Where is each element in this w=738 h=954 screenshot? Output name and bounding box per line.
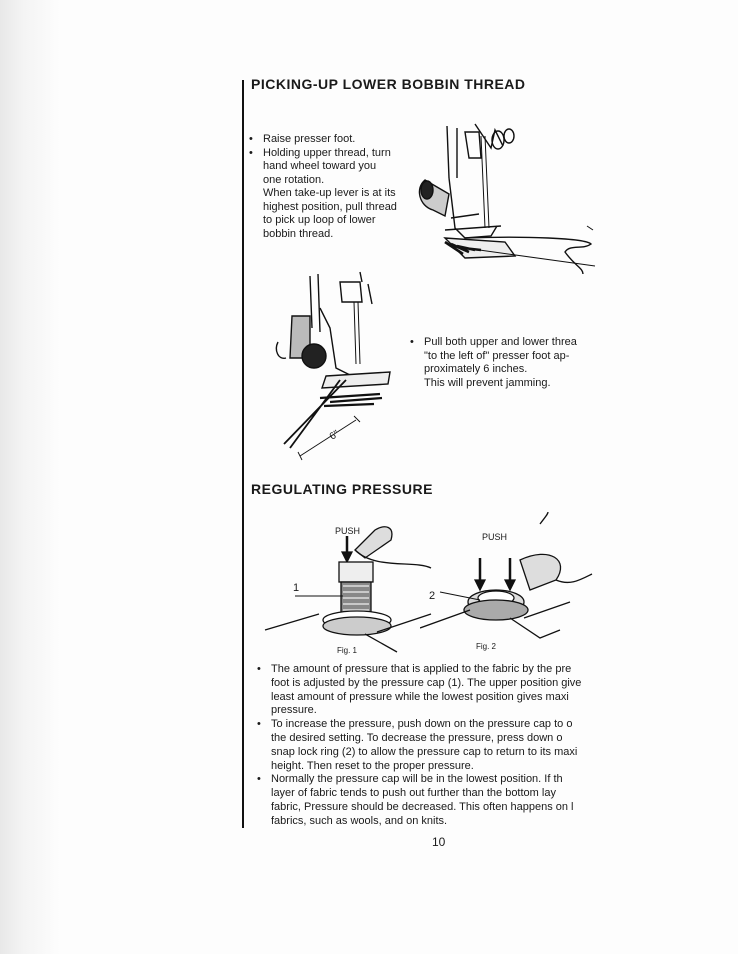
section-heading-bobbin: PICKING-UP LOWER BOBBIN THREAD: [251, 76, 526, 92]
page-number: 10: [432, 835, 446, 849]
thread-pull-list: [410, 336, 577, 390]
fig1-caption: Fig. 1: [337, 646, 358, 655]
list-item: • Pull both upper and lower threa "to the left of" presser foot ap- proximately 6 inches. This will prevent jamming.: [410, 336, 570, 390]
fig1-part-label: 1: [293, 582, 300, 594]
list-item: • Holding upper thread, turn hand wheel toward you one rotation. When take-up lever is at its highest position, pull thread to pick up loop of lower bobbin thread.: [249, 147, 389, 242]
needle-pickup-illustration: [405, 118, 600, 278]
fig2-push-label: PUSH: [482, 532, 508, 542]
fig2-caption: Fig. 2: [476, 642, 497, 651]
list-item: • The amount of pressure that is applied to the fabric by the pre foot is adjusted by the pressure cap (1). The upper position give least amount of pressure while the lowest position gives maxi pressure.: [257, 663, 602, 718]
list-item: • To increase the pressure, push down on the pressure cap to o the desired setting. To decrease the pressure, press down o snap lock ring (2) to allow the pressure cap to return to its maxi height. Then reset to the proper pressure.: [257, 718, 602, 773]
fig1-push-label: PUSH: [335, 526, 361, 536]
margin-rule: [242, 80, 244, 828]
pressure-instructions-list: [257, 663, 602, 829]
thread-pull-illustration: [270, 268, 400, 473]
six-inch-label: 6": [327, 428, 342, 443]
list-item: • Raise presser foot.: [249, 133, 389, 147]
fig2-part-label: 2: [429, 590, 436, 602]
snap-lock-fig2: [420, 510, 595, 645]
section-heading-pressure: REGULATING PRESSURE: [251, 481, 433, 497]
bobbin-instructions-list: [249, 133, 397, 241]
list-item: • Normally the pressure cap will be in the lowest position. If th layer of fabric tends to push out further than the bottom lay fabric, Pressure should be decreased. This often happens on l fabrics, such as wools, and on knits.: [257, 773, 602, 828]
page-edge-shadow: [0, 0, 60, 954]
